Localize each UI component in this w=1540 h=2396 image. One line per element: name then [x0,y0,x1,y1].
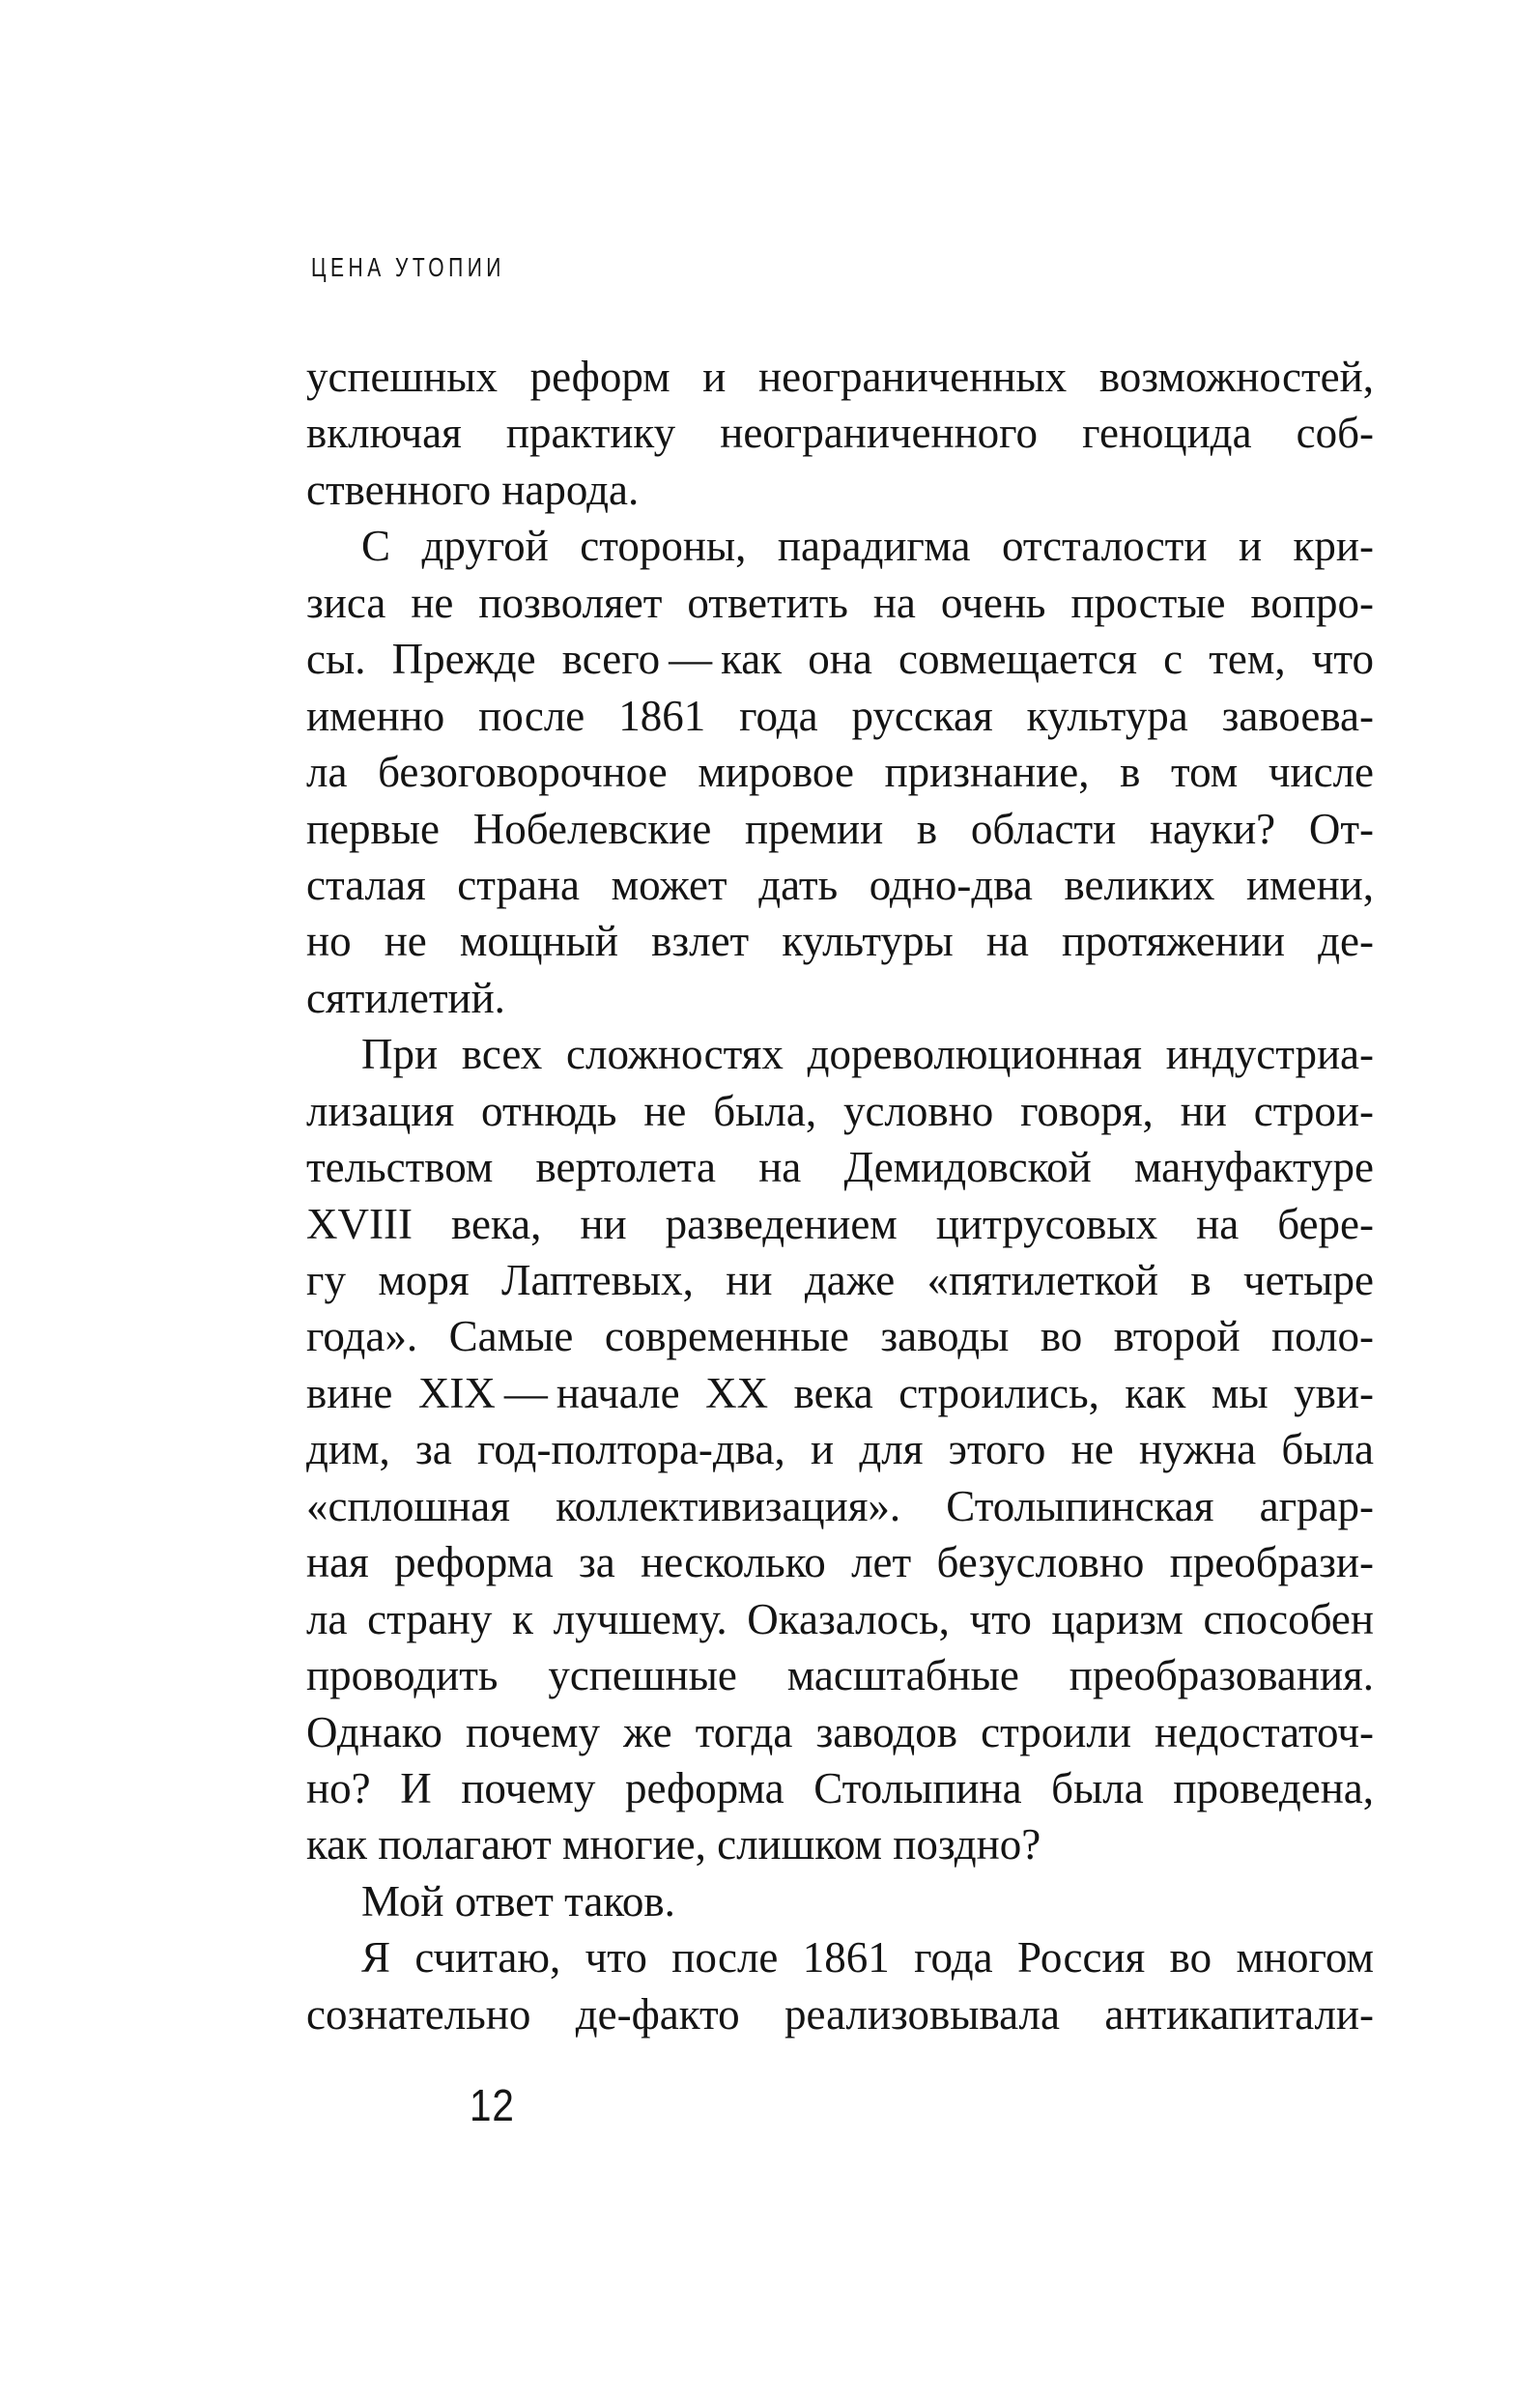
text-line: вине XIX — начале XX века строились, как мы уви- [306,1368,1374,1417]
text-line: дим, за год-полтора-два, и для этого не нужна была [306,1425,1374,1474]
page-number: 12 [470,2080,515,2130]
text-line: зиса не позволяет ответить на очень простые вопро- [306,578,1374,627]
text-line: ственного народа. [306,465,640,514]
text-line: сознательно де-факто реализовывала антикапитали- [306,1989,1374,2039]
text-line: ная реформа за несколько лет безусловно преобрази- [306,1538,1374,1587]
text-line: лизация отнюдь не была, условно говоря, ни строи- [306,1086,1374,1135]
text-line: проводить успешные масштабные преобразования. [306,1651,1374,1700]
running-head: ЦЕНА УТОПИИ [311,252,505,282]
text-line: но? И почему реформа Столыпина была проведена, [306,1763,1374,1812]
text-line: Мой ответ таков. [361,1876,675,1925]
text-line: При всех сложностях дореволюционная индустриа- [361,1030,1374,1079]
text-line: ла страну к лучшему. Оказалось, что царизм способен [306,1594,1374,1643]
text-line: Я считаю, что после 1861 года Россия во многом [361,1933,1374,1982]
text-line: сы. Прежде всего — как она совмещается с тем, что [306,635,1374,684]
text-line: включая практику неограниченного геноцида соб- [306,409,1374,458]
text-line: тельством вертолета на Демидовской мануфактуре [306,1143,1374,1192]
text-block [306,349,1374,2042]
text-line: «сплошная коллективизация». Столыпинская аграр- [306,1481,1374,1530]
text-line: сталая страна может дать одно-два великих имени, [306,860,1374,909]
text-line: года». Самые современные заводы во второй поло- [306,1312,1374,1361]
text-line: Однако почему же тогда заводов строили недостаточ- [306,1707,1374,1756]
text-line: С другой стороны, парадигма отсталости и кри- [361,522,1374,571]
text-line: гу моря Лаптевых, ни даже «пятилеткой в четыре [306,1256,1374,1304]
text-line: именно после 1861 года русская культура завоева- [306,691,1374,740]
text-line: успешных реформ и неограниченных возможностей, [306,353,1374,401]
text-line: но не мощный взлет культуры на протяжении де- [306,917,1374,966]
text-line: как полагают многие, слишком поздно? [306,1820,1041,1869]
text-line: XVIII века, ни разведением цитрусовых на бере- [306,1199,1374,1248]
text-line: первые Нобелевские премии в области науки? От- [306,804,1374,853]
text-line: ла безоговорочное мировое признание, в том числе [306,748,1374,797]
text-line: сятилетий. [306,973,505,1022]
